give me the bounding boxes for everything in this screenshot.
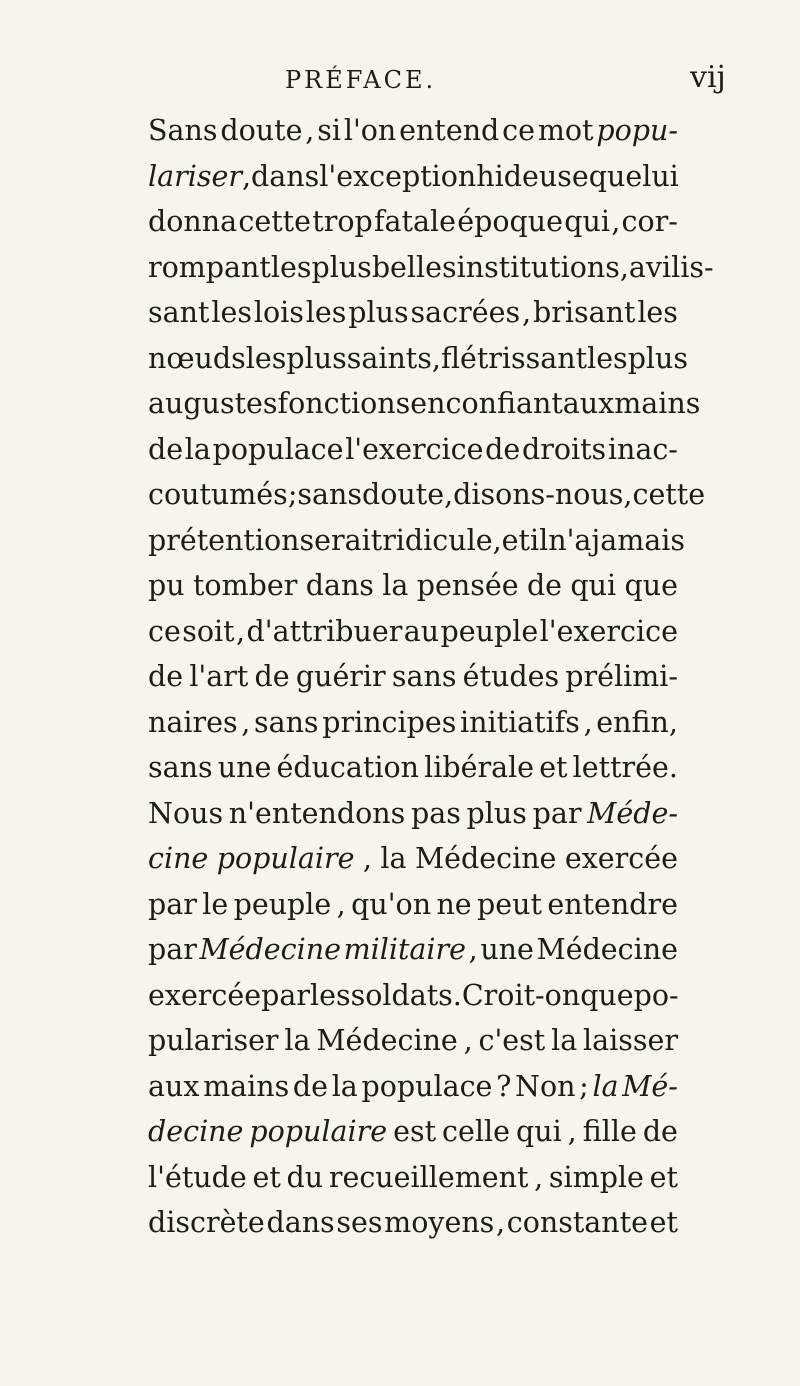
word: de <box>485 432 521 466</box>
text-line <box>148 472 706 518</box>
word: n'a <box>548 523 592 557</box>
text-line <box>148 245 714 291</box>
word: simple <box>548 1160 644 1194</box>
word: , <box>305 114 315 147</box>
word: serait <box>299 523 383 557</box>
word: qui <box>570 569 617 602</box>
text-line <box>148 973 678 1019</box>
word: aux <box>148 1069 200 1103</box>
word: inac- <box>607 432 678 466</box>
word: lois <box>253 296 304 329</box>
word: une <box>217 751 272 784</box>
page-header <box>0 60 800 100</box>
word: tomber <box>192 569 298 602</box>
word: ne <box>436 887 472 921</box>
word: il <box>529 523 549 557</box>
word: l'exercice <box>539 614 678 648</box>
word: l'exception <box>319 159 477 193</box>
word: fille <box>582 1115 637 1148</box>
word: les <box>245 341 287 375</box>
word: celle <box>442 1115 510 1148</box>
word: flétrissant <box>440 341 588 375</box>
word: et <box>252 1160 281 1194</box>
word: la <box>382 569 409 602</box>
word: les <box>270 250 312 284</box>
word: cette <box>238 205 311 238</box>
word: sans <box>253 705 319 739</box>
word: populace <box>361 1069 493 1103</box>
word: ; <box>579 1069 589 1103</box>
word: institutions, <box>456 250 629 284</box>
word: guérir <box>295 660 386 693</box>
word: que <box>624 569 678 602</box>
italic-word: populaire <box>249 1115 388 1148</box>
word: et <box>649 1206 678 1239</box>
text-line <box>148 700 678 746</box>
word: prétention <box>148 523 300 557</box>
word: doute <box>220 114 303 147</box>
word: les <box>305 296 347 329</box>
italic-word: militaire <box>343 933 466 966</box>
word: droits <box>521 432 607 466</box>
word: d'attribuer <box>246 614 403 648</box>
word: entend <box>399 114 500 147</box>
italic-word: la <box>592 1069 619 1103</box>
word: l'art <box>189 660 249 693</box>
text-line <box>148 108 678 154</box>
text-line <box>148 154 678 200</box>
word: les <box>587 341 628 375</box>
italic-word: decine <box>148 1115 244 1148</box>
italic-word: lariser <box>148 159 242 193</box>
word: les <box>637 296 678 329</box>
text-line <box>148 1064 678 1110</box>
text-line <box>148 882 678 928</box>
word: de <box>526 569 563 602</box>
word: plus <box>286 341 347 375</box>
word: et <box>539 751 568 784</box>
word: pulariser <box>148 1024 279 1057</box>
word: de <box>642 1115 678 1148</box>
word: c'est <box>478 1024 546 1057</box>
text-line <box>148 609 678 655</box>
word: de <box>148 432 184 466</box>
word: par <box>532 796 582 830</box>
word: l'exercice <box>345 432 484 466</box>
word: ; <box>287 478 298 511</box>
text-line <box>148 290 678 336</box>
word: ce <box>502 114 535 147</box>
word: ce <box>148 614 181 648</box>
word: po- <box>633 978 679 1012</box>
word: de <box>254 660 290 693</box>
italic-word: Mé- <box>622 1069 678 1103</box>
word: dans <box>251 159 320 193</box>
page-number: vij <box>690 60 726 95</box>
word: par <box>261 978 310 1012</box>
word: le <box>202 887 229 921</box>
word: mot <box>537 114 594 147</box>
word: brisant <box>532 296 636 329</box>
word: sans <box>148 751 213 784</box>
body-text <box>148 108 714 1246</box>
word: est <box>393 1115 437 1148</box>
text-line <box>148 563 678 609</box>
word: plus <box>348 296 409 329</box>
word: jamais <box>591 523 685 557</box>
word: la <box>284 1024 311 1057</box>
word: prélimi- <box>565 660 678 693</box>
italic-word: cine <box>148 842 209 875</box>
text-line <box>148 336 689 382</box>
word: ses <box>336 1206 383 1239</box>
word: aux <box>562 387 615 420</box>
word: augustes <box>148 387 278 420</box>
word: par <box>148 933 197 966</box>
word: exercée <box>564 842 678 875</box>
text-line <box>148 745 678 791</box>
word: sacrées <box>410 296 521 329</box>
word: enfin, <box>596 705 678 739</box>
word: recueillement <box>328 1160 529 1194</box>
word: les <box>211 296 252 329</box>
word: peuple <box>233 887 332 921</box>
word: constante <box>506 1206 648 1239</box>
word: initiatifs <box>460 705 580 739</box>
word: belles <box>371 250 457 284</box>
word: entendre <box>547 887 678 921</box>
word: qui <box>564 205 610 238</box>
word: , <box>496 1206 506 1239</box>
word: n'entendons <box>228 796 406 830</box>
word: la <box>551 1024 578 1057</box>
word: , <box>241 159 252 193</box>
word: dans <box>305 569 374 602</box>
word: , <box>236 614 246 648</box>
word: pu <box>148 569 185 602</box>
word: laisser <box>583 1024 678 1057</box>
word: exercée <box>148 978 262 1012</box>
word: , <box>336 887 346 921</box>
word: , <box>522 296 532 329</box>
word: doute <box>362 478 445 511</box>
word: fonctions <box>277 387 411 420</box>
word: mains <box>203 1069 290 1103</box>
italic-word: Médecine <box>199 933 341 966</box>
word: qui <box>515 1115 562 1148</box>
word: disons-nous, <box>453 478 633 511</box>
word: plus <box>466 796 527 830</box>
word: discrète <box>148 1206 265 1239</box>
word: et <box>649 1160 678 1194</box>
word: de <box>148 660 184 693</box>
word: , <box>241 705 251 739</box>
word: coutumés <box>148 478 288 511</box>
word: saints, <box>346 341 441 375</box>
word: l'on <box>343 114 397 147</box>
word: cette <box>632 478 706 511</box>
word: ridicule, <box>382 523 502 557</box>
word: études <box>462 660 560 693</box>
text-line <box>148 518 685 564</box>
word: rompant <box>148 250 271 284</box>
word: sans <box>297 478 363 511</box>
word: , <box>362 842 372 875</box>
word: les <box>309 978 351 1012</box>
word: Médecine <box>536 933 678 966</box>
word: plus <box>627 341 689 375</box>
word: dans <box>266 1206 335 1239</box>
word: ? <box>496 1069 512 1103</box>
word: que <box>588 159 643 193</box>
word: Médecine <box>316 1024 458 1057</box>
word: populace <box>212 432 344 466</box>
word: sant <box>148 296 210 329</box>
word: peuple <box>440 614 539 648</box>
word: Non <box>515 1069 576 1103</box>
word: sans <box>391 660 457 693</box>
word: au <box>403 614 440 648</box>
italic-word: popu- <box>596 114 678 147</box>
word: cor- <box>621 205 678 238</box>
word: que <box>580 978 634 1012</box>
text-line <box>148 927 678 973</box>
word: soldats. <box>350 978 462 1012</box>
word: en <box>410 387 446 420</box>
word: , <box>534 1160 544 1194</box>
word: donna <box>148 205 238 238</box>
word: lui <box>642 159 679 193</box>
word: pas <box>410 796 461 830</box>
word: du <box>286 1160 324 1194</box>
word: par <box>148 887 197 921</box>
word: principes <box>322 705 457 739</box>
text-line <box>148 654 678 700</box>
running-head: PRÉFACE. <box>285 66 437 94</box>
word: une <box>480 933 534 966</box>
text-line <box>148 1018 678 1064</box>
text-line <box>148 427 678 473</box>
word: lettrée. <box>572 751 678 784</box>
italic-word: Méde- <box>587 796 678 830</box>
word: de <box>292 1069 329 1103</box>
word: , <box>611 205 621 238</box>
word: Croit-on <box>461 978 581 1012</box>
word: , <box>468 933 478 966</box>
word: si <box>317 114 341 147</box>
text-line <box>148 381 701 427</box>
text-line <box>148 791 678 837</box>
word: la <box>331 1069 358 1103</box>
word: trop <box>312 205 373 238</box>
word: , <box>444 478 454 511</box>
word: fatale <box>374 205 456 238</box>
word: , <box>583 705 593 739</box>
text-line <box>148 1200 678 1246</box>
word: Médecine <box>414 842 557 875</box>
italic-word: populaire <box>216 842 355 875</box>
word: Sans <box>148 114 218 147</box>
word: moyens <box>384 1206 495 1239</box>
word: , <box>463 1024 473 1057</box>
word: et <box>501 523 530 557</box>
word: nœuds <box>148 341 246 375</box>
text-line <box>148 1155 678 1201</box>
text-line <box>148 1109 678 1155</box>
word: la <box>184 432 211 466</box>
word: soit <box>182 614 235 648</box>
word: l'étude <box>148 1160 247 1194</box>
word: plus <box>311 250 372 284</box>
text-line <box>148 836 678 882</box>
word: époque <box>457 205 563 238</box>
word: Nous <box>148 796 224 830</box>
word: avilis- <box>628 250 714 284</box>
word: hideuse <box>476 159 589 193</box>
word: mains <box>614 387 701 420</box>
word: qu'on <box>351 887 432 921</box>
word: , <box>567 1115 577 1148</box>
word: peut <box>477 887 542 921</box>
text-line <box>148 199 678 245</box>
word: naires <box>148 705 238 739</box>
word: éducation <box>276 751 419 784</box>
word: confiant <box>445 387 563 420</box>
word: pensée <box>416 569 519 602</box>
word: la <box>380 842 407 875</box>
word: libérale <box>424 751 535 784</box>
